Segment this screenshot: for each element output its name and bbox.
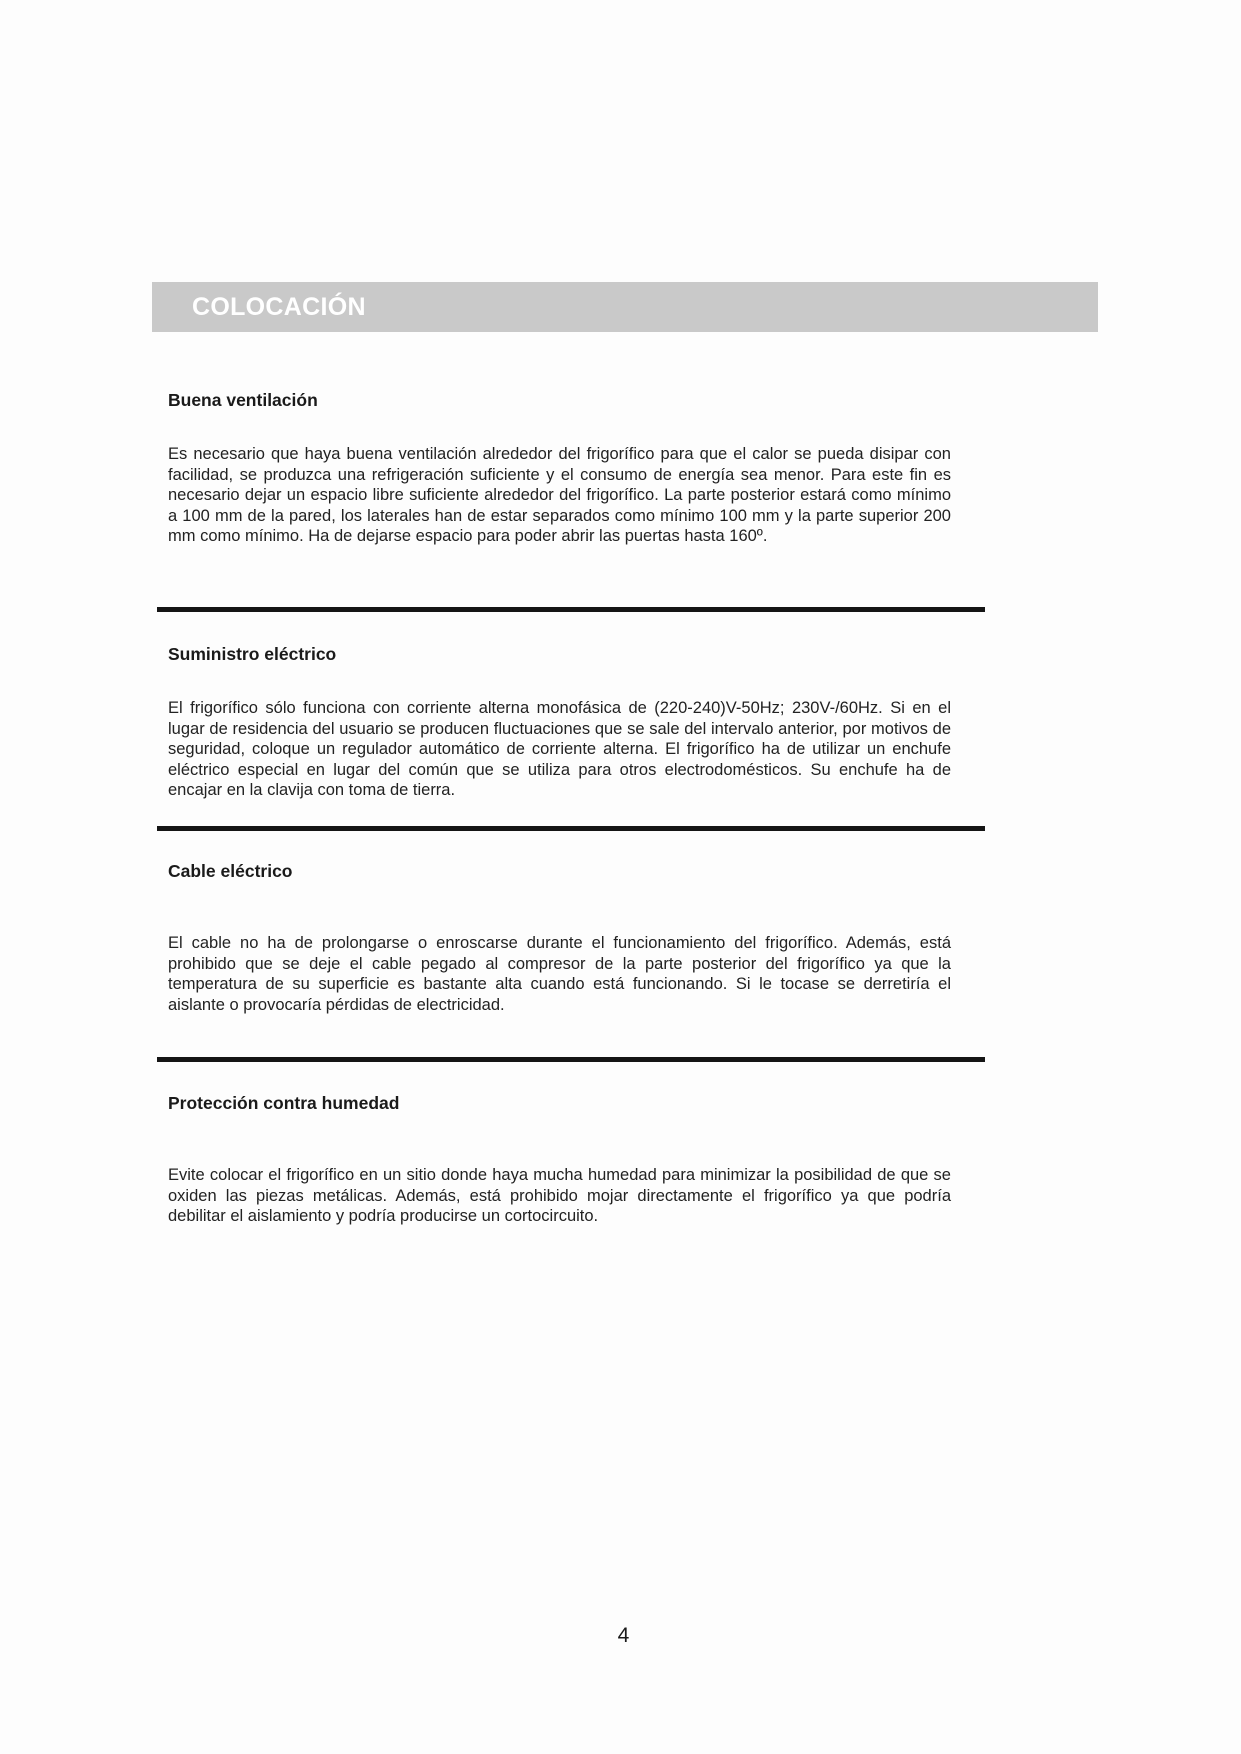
section-heading-ventilation: Buena ventilación [168, 390, 318, 410]
section-body-power-supply: El frigorífico sólo funciona con corriente alterna monofásica de (220-240)V-50Hz; 230V-/60Hz. Si en el lugar de residencia del usuario se producen fluctuaciones que se sale del intervalo anterior, por motivos de seguridad, coloque un regulador automático de corriente alterna. El frigorífico ha de utilizar un enchufe eléctrico especial en lugar del común que se utiliza para otros electrodomésticos. Su enchufe ha de encajar en la clavija con toma de tierra. [168, 699, 951, 799]
page-number: 4 [617, 1624, 630, 1647]
section-divider [157, 1057, 985, 1062]
section-divider [157, 607, 985, 612]
section-heading-power-cable: Cable eléctrico [168, 861, 293, 881]
section-heading-humidity: Protección contra humedad [168, 1093, 400, 1113]
section-body-humidity: Evite colocar el frigorífico en un sitio donde haya mucha humedad para minimizar la posibilidad de que se oxiden las piezas metálicas. Además, está prohibido mojar directamente el frigorífico ya que podría debilitar el aislamiento y podría producirse un cortocircuito. [168, 1166, 951, 1225]
section-body-power-cable: El cable no ha de prolongarse o enroscarse durante el funcionamiento del frigorífico. Además, está prohibido que se deje el cable pegado al compresor de la parte posterior del frigorífico ya que la temperatura de su superficie es bastante alta cuando está funcionando. Si le tocase se derretiría el aislante o provocaría pérdidas de electricidad. [168, 934, 951, 1014]
section-divider [157, 826, 985, 831]
page-title: COLOCACIÓN [192, 292, 366, 321]
section-body-ventilation: Es necesario que haya buena ventilación alrededor del frigorífico para que el calor se pueda disipar con facilidad, se produzca una refrigeración suficiente y el consumo de energía sea menor. Para este fin es necesario dejar un espacio libre suficiente alrededor del frigorífico. La parte posterior estará como mínimo a 100 mm de la pared, los laterales han de estar separados como mínimo 100 mm y la parte superior 200 mm como mínimo. Ha de dejarse espacio para poder abrir las puertas hasta 160º. [168, 445, 951, 545]
section-heading-power-supply: Suministro eléctrico [168, 644, 337, 664]
section-title-bar [152, 282, 1098, 332]
